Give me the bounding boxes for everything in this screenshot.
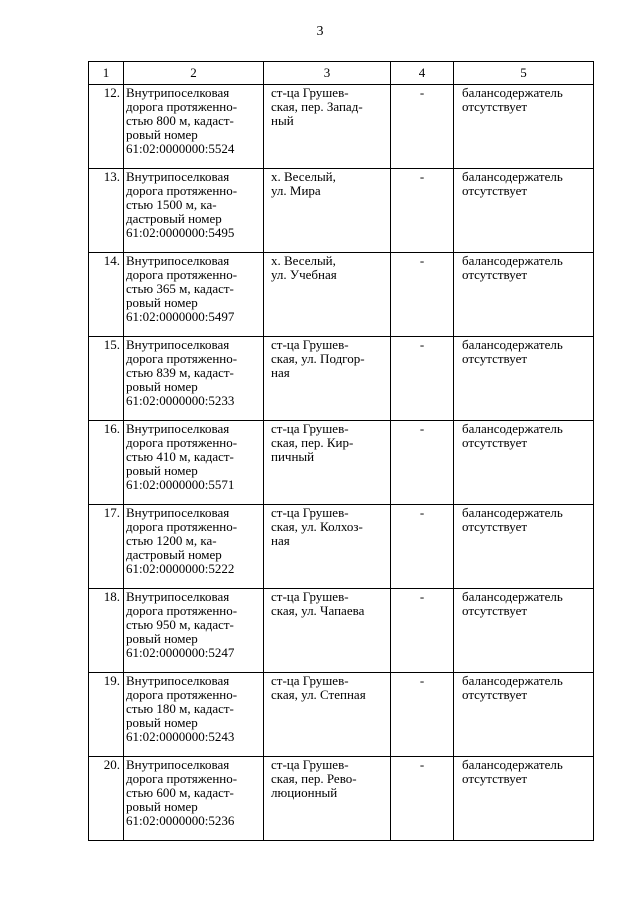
balance-holder: балансодержатель отсутствует [454, 253, 594, 337]
table-header-row [89, 62, 594, 85]
object-address: ст-ца Грушев- ская, пер. Рево- люционный [264, 757, 391, 841]
table-row [89, 673, 594, 757]
column-4-value: - [391, 505, 454, 589]
object-description: Внутрипоселковая дорога протяженно- стью 180 м, кадаст- ровый номер 61:02:0000000:5243 [124, 673, 264, 757]
column-4-value: - [391, 673, 454, 757]
column-4-value: - [391, 757, 454, 841]
table-row [89, 253, 594, 337]
row-number: 13. [89, 169, 124, 253]
object-description: Внутрипоселковая дорога протяженно- стью 365 м, кадаст- ровый номер 61:02:0000000:5497 [124, 253, 264, 337]
column-4-value: - [391, 169, 454, 253]
column-header-2: 2 [124, 62, 264, 85]
balance-holder: балансодержатель отсутствует [454, 673, 594, 757]
object-address: ст-ца Грушев- ская, ул. Подгор- ная [264, 337, 391, 421]
object-description: Внутрипоселковая дорога протяженно- стью 950 м, кадаст- ровый номер 61:02:0000000:5247 [124, 589, 264, 673]
table-row [89, 337, 594, 421]
column-header-5: 5 [454, 62, 594, 85]
balance-holder: балансодержатель отсутствует [454, 85, 594, 169]
object-address: ст-ца Грушев- ская, пер. Кир- пичный [264, 421, 391, 505]
balance-holder: балансодержатель отсутствует [454, 169, 594, 253]
page-number: 3 [316, 24, 324, 39]
row-number: 12. [89, 85, 124, 169]
object-address: х. Веселый, ул. Мира [264, 169, 391, 253]
column-4-value: - [391, 589, 454, 673]
row-number: 18. [89, 589, 124, 673]
balance-holder: балансодержатель отсутствует [454, 757, 594, 841]
table-row [89, 421, 594, 505]
column-header-4: 4 [391, 62, 454, 85]
column-4-value: - [391, 421, 454, 505]
table-row [89, 505, 594, 589]
table-row [89, 589, 594, 673]
column-4-value: - [391, 85, 454, 169]
row-number: 20. [89, 757, 124, 841]
object-description: Внутрипоселковая дорога протяженно- стью 839 м, кадаст- ровый номер 61:02:0000000:5233 [124, 337, 264, 421]
object-description: Внутрипоселковая дорога протяженно- стью 1200 м, ка- дастровый номер 61:02:0000000:5222 [124, 505, 264, 589]
row-number: 16. [89, 421, 124, 505]
column-4-value: - [391, 253, 454, 337]
column-header-3: 3 [264, 62, 391, 85]
object-address: х. Веселый, ул. Учебная [264, 253, 391, 337]
object-description: Внутрипоселковая дорога протяженно- стью 1500 м, ка- дастровый номер 61:02:0000000:5495 [124, 169, 264, 253]
balance-holder: балансодержатель отсутствует [454, 589, 594, 673]
object-description: Внутрипоселковая дорога протяженно- стью 410 м, кадаст- ровый номер 61:02:0000000:5571 [124, 421, 264, 505]
column-4-value: - [391, 337, 454, 421]
balance-holder: балансодержатель отсутствует [454, 337, 594, 421]
roads-registry-table [88, 61, 594, 841]
table-row [89, 757, 594, 841]
object-address: ст-ца Грушев- ская, ул. Степная [264, 673, 391, 757]
balance-holder: балансодержатель отсутствует [454, 421, 594, 505]
table-row [89, 85, 594, 169]
object-address: ст-ца Грушев- ская, пер. Запад- ный [264, 85, 391, 169]
row-number: 17. [89, 505, 124, 589]
row-number: 19. [89, 673, 124, 757]
object-description: Внутрипоселковая дорога протяженно- стью 800 м, кадаст- ровый номер 61:02:0000000:5524 [124, 85, 264, 169]
object-description: Внутрипоселковая дорога протяженно- стью 600 м, кадаст- ровый номер 61:02:0000000:5236 [124, 757, 264, 841]
balance-holder: балансодержатель отсутствует [454, 505, 594, 589]
table-row [89, 169, 594, 253]
object-address: ст-ца Грушев- ская, ул. Колхоз- ная [264, 505, 391, 589]
column-header-1: 1 [89, 62, 124, 85]
row-number: 14. [89, 253, 124, 337]
row-number: 15. [89, 337, 124, 421]
object-address: ст-ца Грушев- ская, ул. Чапаева [264, 589, 391, 673]
